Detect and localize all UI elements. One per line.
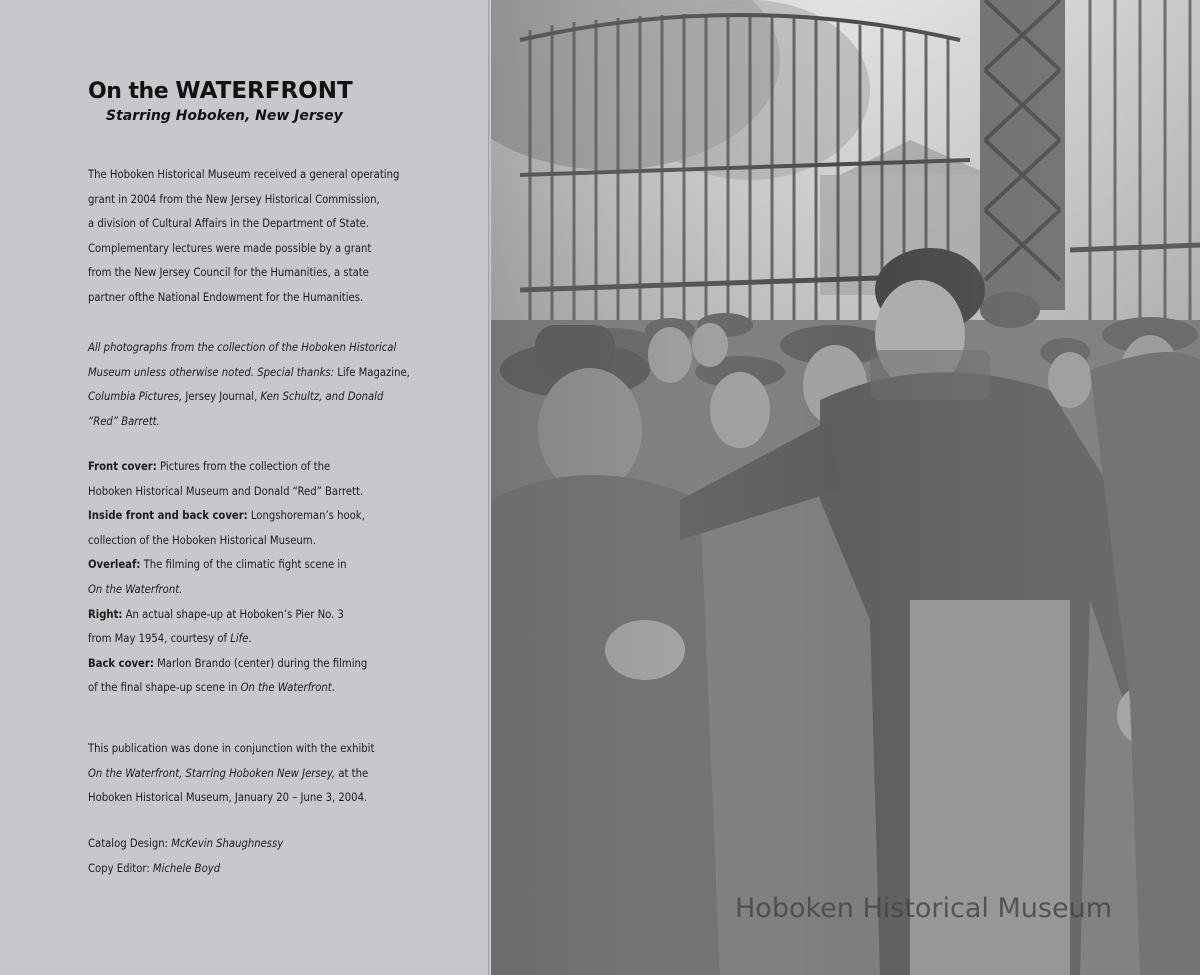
image-captions: Front cover: Pictures from the collection of the Hoboken Historical Museum and Donald “Red” Barrett. Inside front and back cover: Longshoreman’s hook, collection of the Hoboken Historical Museum. Overleaf: The filming of the climatic fight scene in On the Waterfront. Right: An actual shape-up at Hoboken’s Pier No. 3 from May 1954, courtesy of Life. Back cover: Marlon Brando (center) during the filming of the final shape-up scene in On the Waterfront. — [88, 460, 368, 695]
credit-columbia: Columbia Pictures, — [88, 390, 186, 404]
page-subtitle: Starring Hoboken, New Jersey — [106, 108, 343, 124]
intro-line: a division of Cultural Affairs in the Department of State. — [88, 217, 370, 231]
editor-label: Copy Editor: — [88, 861, 153, 875]
intro-paragraph — [88, 163, 399, 311]
back-cover-label: Back cover: — [88, 656, 154, 670]
inside-cover-label: Inside front and back cover: — [88, 509, 248, 523]
exhibit-note: This publication was done in conjunction with the exhibit On the Waterfront, Starring Hoboken New Jersey, at the Hoboken Historical Museum, January 20 – June 3, 2004. — [88, 737, 374, 811]
staff-credits — [88, 832, 283, 881]
page-title — [88, 78, 353, 104]
intro-line: partner ofthe National Endowment for the Humanities. — [88, 290, 364, 304]
intro-line: grant in 2004 from the New Jersey Historical Commission, — [88, 192, 380, 206]
right-text-2: from May 1954, courtesy of — [88, 632, 231, 646]
credits-line-1: All photographs from the collection of the Hoboken Historical — [88, 341, 397, 354]
back-cover-film-title: On the Waterfront — [240, 681, 332, 695]
credit-ken-schultz: Ken Schultz, and Donald — [260, 390, 384, 404]
exhibit-dates: Hoboken Historical Museum, January 20 – June 3, 2004. — [88, 791, 368, 805]
right-text: An actual shape-up at Hoboken’s Pier No. 3 — [122, 607, 344, 621]
exhibit-line-1: This publication was done in conjunction with the exhibit — [88, 742, 375, 755]
intro-line: Complementary lectures were made possible by a grant — [88, 241, 372, 255]
credit-jersey-journal: Jersey Journal, — [185, 390, 261, 404]
shape-up-photo — [490, 0, 1200, 975]
designer-name: McKevin Shaughnessy — [171, 837, 284, 850]
credit-life-magazine: Life Magazine, — [337, 365, 410, 379]
front-cover-text-2: Hoboken Historical Museum and Donald “Red” Barrett. — [88, 484, 364, 498]
overleaf-label: Overleaf: — [88, 558, 141, 572]
title-prefix: On the — [88, 79, 176, 104]
left-page — [0, 0, 490, 975]
inside-cover-text-2: collection of the Hoboken Historical Museum. — [88, 533, 316, 547]
title-main-word: WATERFRONT — [175, 78, 353, 104]
page-spine — [488, 0, 491, 975]
front-cover-text: Pictures from the collection of the — [156, 460, 331, 473]
right-text-life: Life — [230, 632, 249, 646]
credits-line-2: Museum unless otherwise noted. Special thanks: — [88, 365, 338, 379]
design-label: Catalog Design: — [88, 837, 172, 850]
intro-line: from the New Jersey Council for the Humanities, a state — [88, 266, 369, 280]
inside-cover-text: Longshoreman’s hook, — [247, 509, 365, 523]
back-cover-text-2: of the final shape-up scene in — [88, 681, 241, 695]
overleaf-text: The filming of the climatic fight scene in — [140, 558, 347, 572]
front-cover-label: Front cover: — [88, 460, 157, 473]
museum-watermark: Hoboken Historical Museum — [735, 893, 1113, 924]
editor-name: Michele Boyd — [152, 861, 221, 875]
photo-credits — [88, 336, 410, 434]
right-label: Right: — [88, 607, 123, 621]
overleaf-text-2: On the Waterfront. — [88, 582, 183, 596]
credit-red-barrett: “Red” Barrett. — [88, 414, 160, 428]
intro-line: The Hoboken Historical Museum received a general operating — [88, 168, 400, 181]
exhibit-title: On the Waterfront, Starring Hoboken New Jersey, — [88, 766, 336, 780]
back-cover-text: Marlon Brando (center) during the filming — [153, 656, 368, 670]
